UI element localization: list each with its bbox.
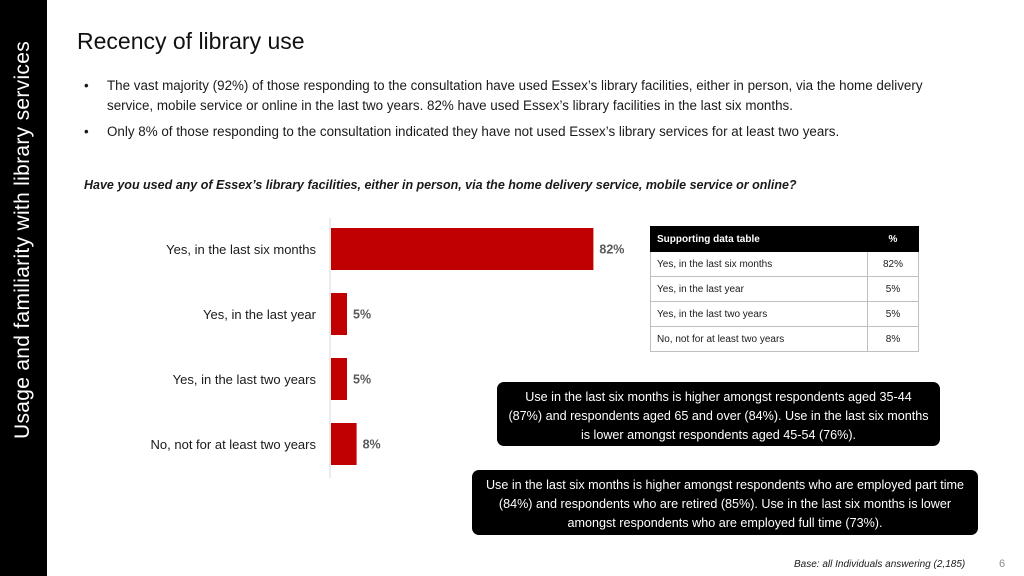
category-label: Yes, in the last year: [203, 307, 316, 322]
page-title: Recency of library use: [77, 28, 305, 54]
bar: [331, 228, 593, 270]
table-header-cell: Supporting data table: [651, 227, 868, 252]
table-cell: 5%: [868, 302, 919, 327]
table-cell: Yes, in the last year: [651, 277, 868, 302]
bar: [331, 358, 347, 400]
table-cell: 5%: [868, 277, 919, 302]
bar: [331, 293, 347, 335]
callout-employment: Use in the last six months is higher amongst respondents who are employed part time (84%) and respondents who are retired (85%). Use in the last six months is lower amongst respondents who are employed full time (73%).: [472, 470, 978, 535]
callout-age: Use in the last six months is higher amongst respondents aged 35-44 (87%) and respondents aged 65 and over (84%). Use in the last six months is lower amongst respondents aged 45-54 (76%).: [497, 382, 940, 446]
survey-question: Have you used any of Essex’s library facilities, either in person, via the home delivery service, mobile service or online?: [84, 178, 797, 192]
table-row: [651, 327, 919, 352]
bar-value-label: 5%: [353, 307, 372, 322]
table-cell: No, not for at least two years: [651, 327, 868, 352]
bar: [331, 423, 357, 465]
table-row: [651, 302, 919, 327]
table-row: [651, 277, 919, 302]
supporting-data-table: [650, 226, 919, 352]
section-title: Usage and familiarity with library services: [11, 40, 34, 440]
bullet-item: • The vast majority (92%) of those responding to the consultation have used Essex’s library facilities, either in person, via the home delivery service, mobile service or online in the last two years. 82% have used Essex’s library facilities in the last six months.: [84, 76, 964, 116]
table-header-cell: %: [868, 227, 919, 252]
category-label: Yes, in the last two years: [172, 372, 316, 387]
bar-value-label: 8%: [362, 437, 381, 452]
category-label: No, not for at least two years: [150, 437, 316, 452]
table-row: [651, 252, 919, 277]
table-cell: Yes, in the last six months: [651, 252, 868, 277]
table-cell: 82%: [868, 252, 919, 277]
table-cell: Yes, in the last two years: [651, 302, 868, 327]
base-note: Base: all Individuals answering (2,185): [794, 559, 966, 570]
category-label: Yes, in the last six months: [166, 242, 316, 257]
bar-value-label: 82%: [599, 242, 625, 257]
bar-value-label: 5%: [353, 372, 372, 387]
page-number: 6: [999, 558, 1006, 570]
table-header-row: [651, 227, 919, 252]
bullet-item: • Only 8% of those responding to the consultation indicated they have not used Essex’s library services for at least two years.: [84, 122, 964, 142]
table-cell: 8%: [868, 327, 919, 352]
